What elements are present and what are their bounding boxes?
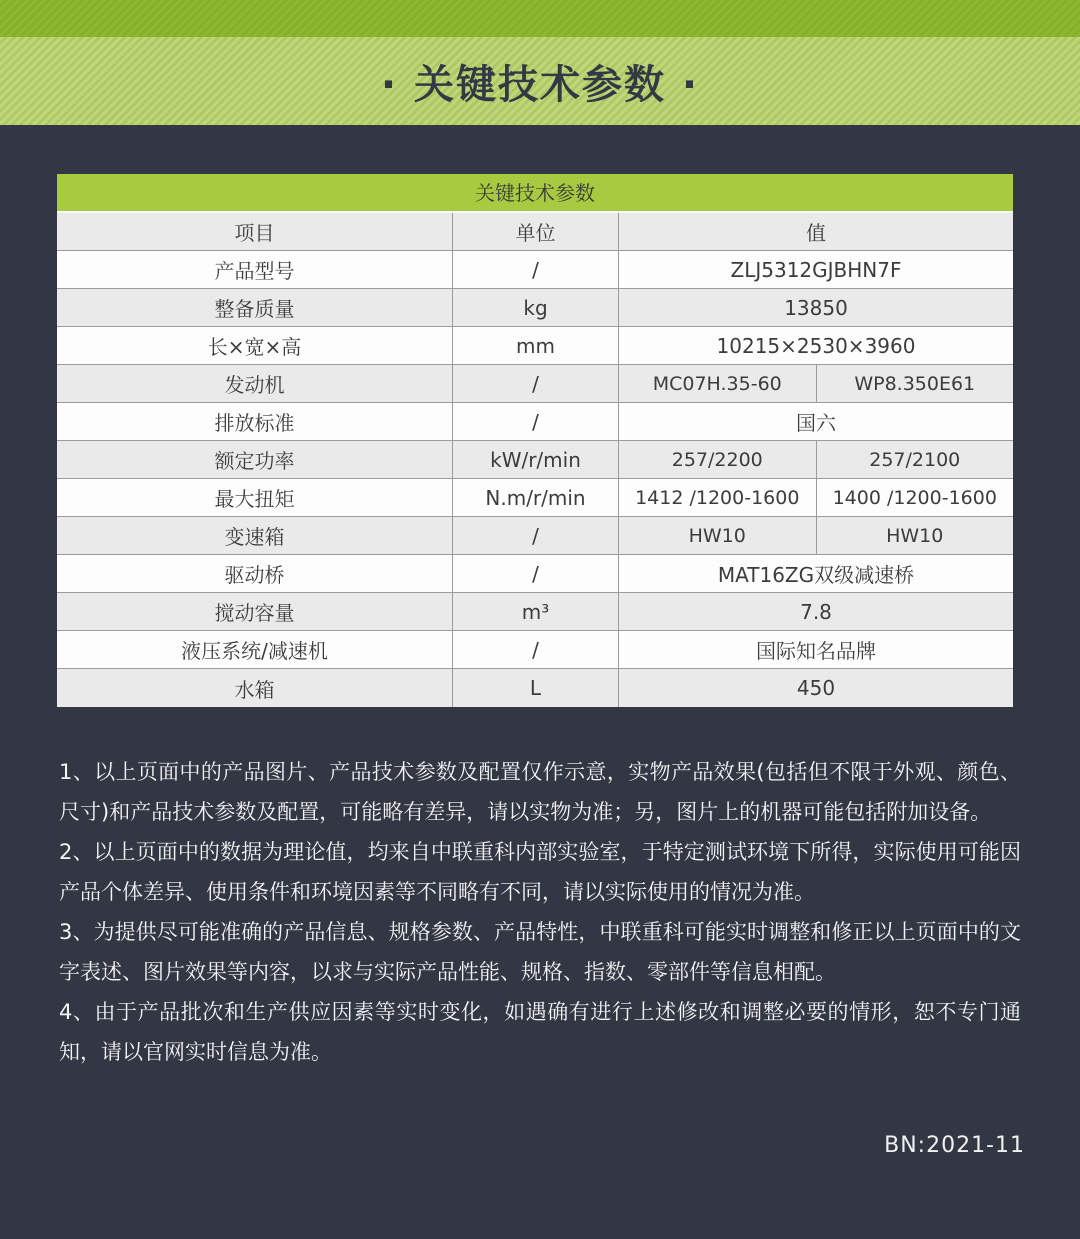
batch-number: BN:2021-11 bbox=[884, 1133, 1025, 1158]
spec-value-sub-cell: WP8.350E61 bbox=[816, 365, 1014, 402]
note-paragraph-4: 4、由于产品批次和生产供应因素等实时变化，如遇确有进行上述修改和调整必要的情形，恕不专门通知，请以官网实时信息为准。 bbox=[59, 1000, 1021, 1064]
spec-item-cell: 排放标准 bbox=[214, 411, 295, 435]
spec-unit-cell: mm bbox=[452, 327, 618, 364]
note-paragraph-1: 1、以上页面中的产品图片、产品技术参数及配置仅作示意，实物产品效果(包括但不限于外观、颜色、尺寸)和产品技术参数及配置，可能略有差异，请以实物为准；另，图片上的机器可能包括附加设备。 bbox=[59, 760, 1021, 824]
spec-item-cell: 最大扭矩 bbox=[214, 487, 295, 511]
spec-value-cell: 450 bbox=[618, 669, 1013, 707]
spec-item-cell: 整备质量 bbox=[214, 297, 295, 321]
spec-value-cell: 国际知名品牌 bbox=[618, 631, 1013, 668]
column-header-value: 值 bbox=[618, 213, 1013, 250]
spec-value-sub-cell: 257/2100 bbox=[816, 441, 1014, 478]
spec-item-cell: 液压系统/减速机 bbox=[181, 639, 328, 663]
spec-value-cell bbox=[618, 517, 1013, 554]
spec-unit-cell: kW/r/min bbox=[452, 441, 618, 478]
spec-value-sub-cell: 1412 /1200-1600 bbox=[635, 486, 800, 509]
table-row-drive-axle bbox=[57, 555, 1013, 593]
header-title-band bbox=[0, 37, 1080, 125]
spec-value-sub-cell: 257/2200 bbox=[671, 448, 763, 471]
spec-item-cell: 搅动容量 bbox=[214, 601, 295, 625]
spec-unit-cell: kg bbox=[452, 289, 618, 326]
table-header-row bbox=[57, 213, 1013, 251]
spec-value-cell: MAT16ZG双级减速桥 bbox=[618, 555, 1013, 592]
page-title: · 关键技术参数 · bbox=[380, 61, 700, 108]
table-row-dimensions bbox=[57, 327, 1013, 365]
spec-unit-cell: L bbox=[452, 669, 618, 707]
spec-item-cell: 产品型号 bbox=[214, 259, 295, 283]
spec-value-cell bbox=[618, 479, 1013, 516]
column-header-item: 项目 bbox=[234, 221, 275, 245]
spec-item-cell: 变速箱 bbox=[224, 525, 285, 549]
note-paragraph-3: 3、为提供尽可能准确的产品信息、规格参数、产品特性，中联重科可能实时调整和修正以上页面中的文字表述、图片效果等内容，以求与实际产品性能、规格、指数、零部件等信息相配。 bbox=[59, 920, 1021, 984]
spec-value-cell: ZLJ5312GJBHN7F bbox=[618, 251, 1013, 288]
table-row-water-tank bbox=[57, 669, 1013, 707]
spec-item-cell: 驱动桥 bbox=[224, 563, 285, 587]
spec-item-cell: 长×宽×高 bbox=[207, 335, 302, 359]
header-stripe-band bbox=[0, 0, 1080, 37]
spec-unit-cell: m³ bbox=[452, 593, 618, 630]
table-caption: 关键技术参数 bbox=[57, 174, 1013, 213]
spec-value-cell: 10215×2530×3960 bbox=[618, 327, 1013, 364]
disclaimer-notes bbox=[59, 752, 1021, 1072]
spec-value-cell bbox=[618, 365, 1013, 402]
spec-table bbox=[57, 174, 1013, 707]
table-row-curb-weight bbox=[57, 289, 1013, 327]
spec-unit-cell: N.m/r/min bbox=[452, 479, 618, 516]
table-row-gearbox bbox=[57, 517, 1013, 555]
spec-value-sub-cell: 1400 /1200-1600 bbox=[816, 479, 1014, 516]
table-row-rated-power bbox=[57, 441, 1013, 479]
spec-value-cell: 7.8 bbox=[618, 593, 1013, 630]
table-row-hydraulic-system bbox=[57, 631, 1013, 669]
spec-unit-cell: / bbox=[452, 517, 618, 554]
spec-value-sub-cell: HW10 bbox=[816, 517, 1014, 554]
table-row-emission-standard bbox=[57, 403, 1013, 441]
spec-value-sub-cell: MC07H.35-60 bbox=[652, 372, 782, 395]
spec-unit-cell: / bbox=[452, 403, 618, 440]
table-row-product-model bbox=[57, 251, 1013, 289]
table-row-max-torque bbox=[57, 479, 1013, 517]
spec-item-cell: 发动机 bbox=[224, 373, 285, 397]
spec-unit-cell: / bbox=[452, 365, 618, 402]
spec-value-cell: 13850 bbox=[618, 289, 1013, 326]
spec-item-cell: 水箱 bbox=[234, 677, 275, 702]
spec-item-cell: 额定功率 bbox=[214, 449, 295, 473]
table-row-agitation-capacity bbox=[57, 593, 1013, 631]
table-row-engine bbox=[57, 365, 1013, 403]
spec-unit-cell: / bbox=[452, 251, 618, 288]
column-header-unit: 单位 bbox=[452, 213, 618, 250]
spec-value-sub-cell: HW10 bbox=[688, 524, 746, 547]
note-paragraph-2: 2、以上页面中的数据为理论值，均来自中联重科内部实验室，于特定测试环境下所得，实际使用可能因产品个体差异、使用条件和环境因素等不同略有不同，请以实际使用的情况为准。 bbox=[59, 840, 1021, 904]
spec-unit-cell: / bbox=[452, 555, 618, 592]
spec-value-cell: 国六 bbox=[618, 403, 1013, 440]
spec-unit-cell: / bbox=[452, 631, 618, 668]
spec-value-cell bbox=[618, 441, 1013, 478]
